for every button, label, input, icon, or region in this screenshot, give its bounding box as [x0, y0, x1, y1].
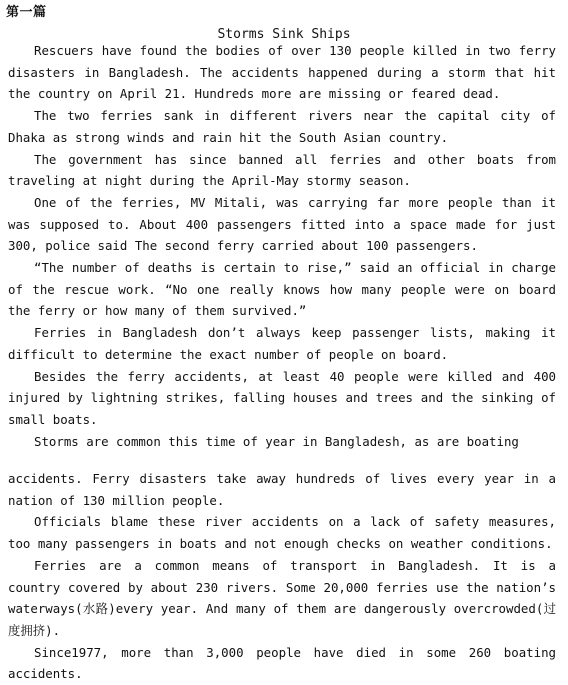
article-body-top — [8, 40, 556, 452]
paragraph: Rescuers have found the bodies of over 130 people killed in two ferry disasters in Bangladesh. The accidents happened during a storm that hit the country on April 21. Hundreds more are missing or feared dead. — [8, 43, 556, 102]
paragraph: Since1977, more than 3,000 people have died in some 260 boating accidents. — [8, 644, 556, 682]
page-break — [0, 451, 568, 452]
article-body-bottom — [8, 468, 556, 685]
paragraph: accidents. Ferry disasters take away hundreds of lives every year in a nation of 130 million people. — [8, 471, 556, 508]
paragraph: Storms are common this time of year in Bangladesh, as are boating — [34, 433, 519, 449]
paragraph: The government has since banned all ferries and other boats from traveling at night during the April-May stormy season. — [8, 151, 556, 189]
paragraph: Besides the ferry accidents, at least 40 people were killed and 400 injured by lightning strikes, falling houses and trees and the sinking of small boats. — [8, 368, 556, 427]
section-label: 第一篇 — [6, 5, 47, 20]
paragraph: “The number of deaths is certain to rise,” said an official in charge of the rescue work. “No one really knows how many people were on board the ferry or how many of them survived.” — [8, 260, 556, 319]
paragraph: The two ferries sank in different rivers near the capital city of Dhaka as strong winds and rain hit the South Asian country. — [8, 108, 556, 145]
article-title: Storms Sink Ships — [217, 27, 351, 42]
paragraph: Ferries in Bangladesh don’t always keep passenger lists, making it difficult to determine the exact number of people on board. — [8, 325, 556, 362]
paragraph: One of the ferries, MV Mitali, was carrying far more people than it was supposed to. About 400 passengers fitted into a space made for just 300, police said The second ferry carried about 100 passengers. — [8, 194, 556, 254]
paragraph: Officials blame these river accidents on a lack of safety measures, too many passengers in boats and not enough checks on weather conditions. — [8, 514, 556, 552]
paragraph: Ferries are a common means of transport in Bangladesh. It is a country covered by about 230 rivers. Some 20,000 ferries use the nation’s waterways(水路)every year. And many of them are dangerously overcrowded(过度拥挤). — [8, 557, 556, 638]
